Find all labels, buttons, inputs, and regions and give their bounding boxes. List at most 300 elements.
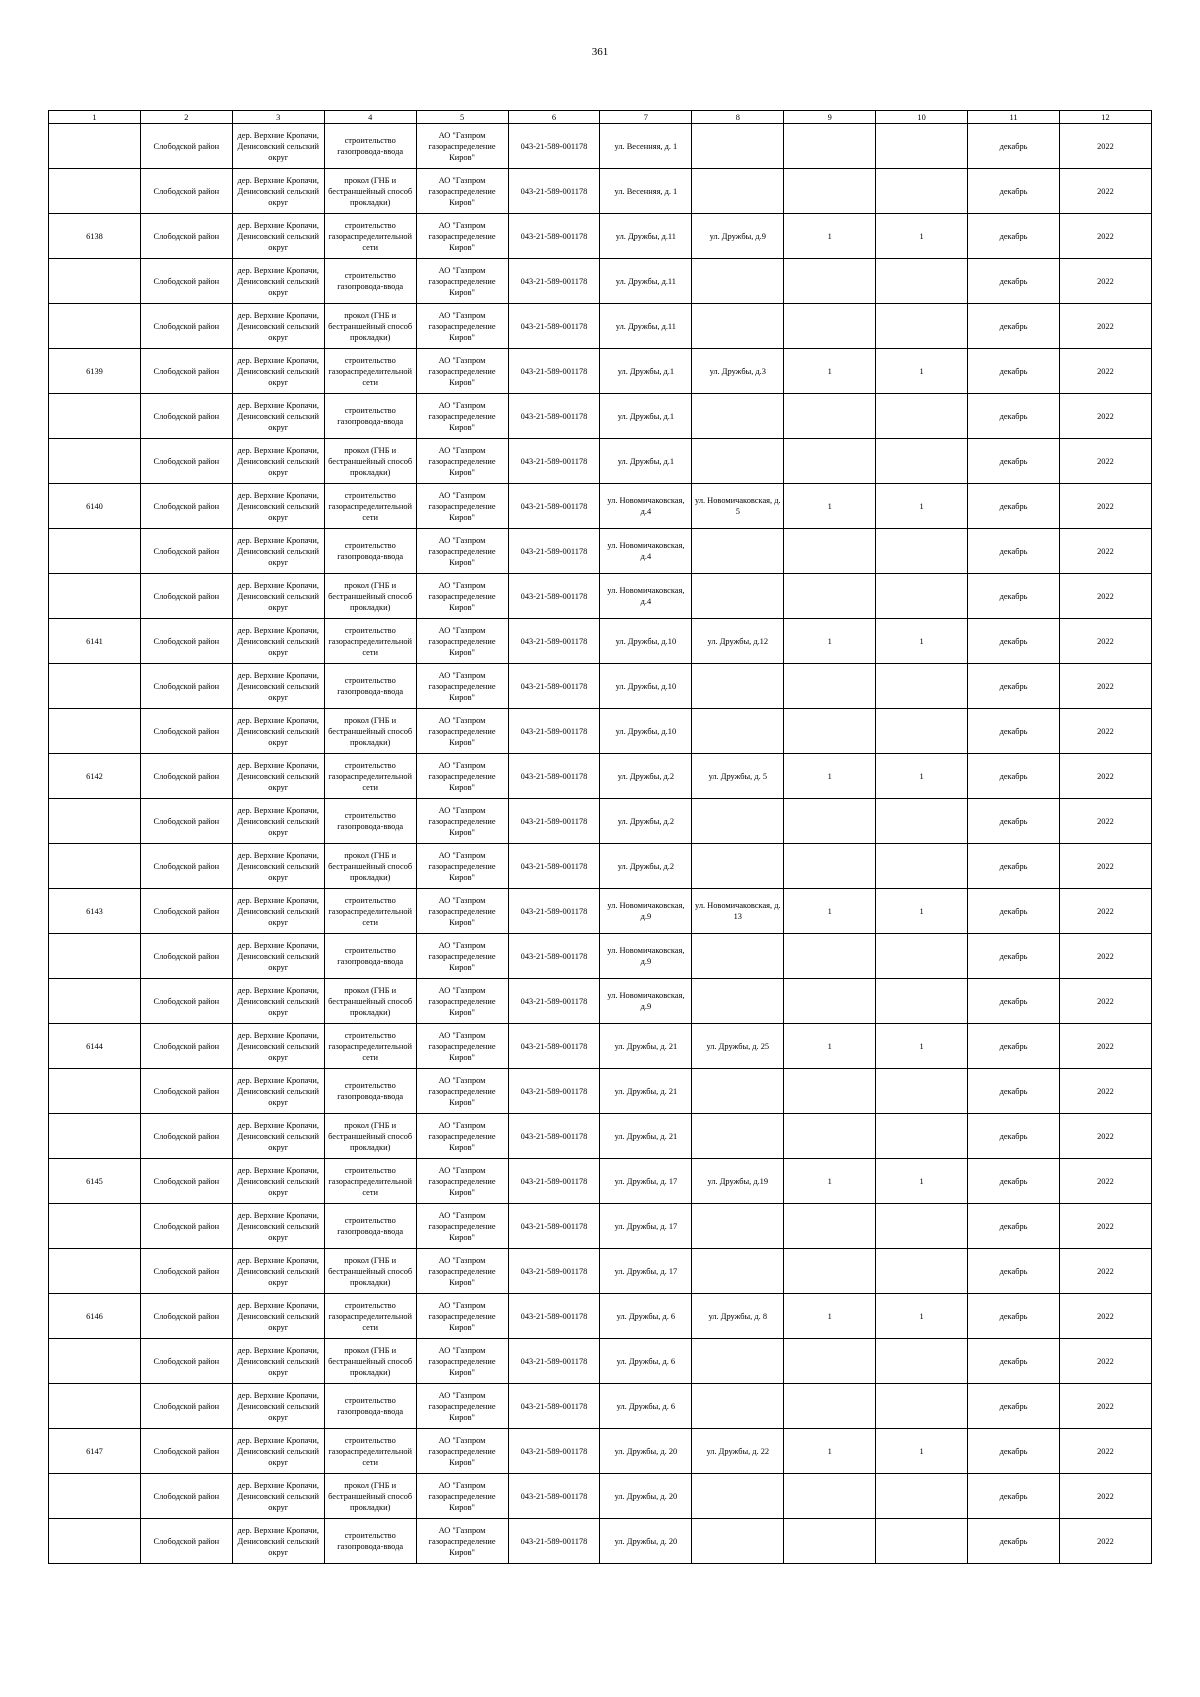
column-header-8: 8 bbox=[692, 111, 784, 124]
item-number-cell bbox=[49, 259, 141, 304]
quantity-1-cell: 1 bbox=[784, 619, 876, 664]
table-row bbox=[49, 169, 1152, 214]
district-cell: Слободской район bbox=[140, 1069, 232, 1114]
quantity-1-cell bbox=[784, 259, 876, 304]
item-number-cell bbox=[49, 1204, 141, 1249]
address-from-cell: ул. Дружбы, д.11 bbox=[600, 259, 692, 304]
item-number-cell bbox=[49, 1114, 141, 1159]
month-cell: декабрь bbox=[968, 1114, 1060, 1159]
work-type-cell: строительство газораспределительной сети bbox=[324, 1024, 416, 1069]
quantity-2-cell: 1 bbox=[876, 1024, 968, 1069]
quantity-1-cell: 1 bbox=[784, 754, 876, 799]
month-cell: декабрь bbox=[968, 394, 1060, 439]
address-from-cell: ул. Новомичаковская, д.4 bbox=[600, 529, 692, 574]
quantity-2-cell: 1 bbox=[876, 214, 968, 259]
table-row bbox=[49, 1519, 1152, 1564]
column-header-11: 11 bbox=[968, 111, 1060, 124]
permit-number-cell: 043-21-589-001178 bbox=[508, 259, 600, 304]
quantity-1-cell bbox=[784, 709, 876, 754]
quantity-2-cell: 1 bbox=[876, 889, 968, 934]
quantity-1-cell bbox=[784, 304, 876, 349]
item-number-cell: 6140 bbox=[49, 484, 141, 529]
quantity-2-cell bbox=[876, 1339, 968, 1384]
settlement-cell: дер. Верхние Кропачи, Денисовский сельский округ bbox=[232, 889, 324, 934]
permit-number-cell: 043-21-589-001178 bbox=[508, 304, 600, 349]
item-number-cell bbox=[49, 979, 141, 1024]
table-body bbox=[49, 124, 1152, 1564]
permit-number-cell: 043-21-589-001178 bbox=[508, 1159, 600, 1204]
item-number-cell: 6141 bbox=[49, 619, 141, 664]
organization-cell: АО "Газпром газораспределение Киров" bbox=[416, 304, 508, 349]
month-cell: декабрь bbox=[968, 1069, 1060, 1114]
table-row bbox=[49, 934, 1152, 979]
settlement-cell: дер. Верхние Кропачи, Денисовский сельский округ bbox=[232, 1339, 324, 1384]
quantity-1-cell: 1 bbox=[784, 1429, 876, 1474]
column-header-4: 4 bbox=[324, 111, 416, 124]
month-cell: декабрь bbox=[968, 304, 1060, 349]
address-from-cell: ул. Весенняя, д. 1 bbox=[600, 124, 692, 169]
address-to-cell bbox=[692, 844, 784, 889]
column-header-3: 3 bbox=[232, 111, 324, 124]
quantity-1-cell bbox=[784, 844, 876, 889]
quantity-1-cell bbox=[784, 394, 876, 439]
permit-number-cell: 043-21-589-001178 bbox=[508, 1429, 600, 1474]
table-row bbox=[49, 1429, 1152, 1474]
month-cell: декабрь bbox=[968, 124, 1060, 169]
district-cell: Слободской район bbox=[140, 304, 232, 349]
quantity-2-cell bbox=[876, 394, 968, 439]
district-cell: Слободской район bbox=[140, 124, 232, 169]
permit-number-cell: 043-21-589-001178 bbox=[508, 1519, 600, 1564]
work-type-cell: прокол (ГНБ и бестраншейный способ прокладки) bbox=[324, 1249, 416, 1294]
quantity-2-cell: 1 bbox=[876, 754, 968, 799]
district-cell: Слободской район bbox=[140, 259, 232, 304]
district-cell: Слободской район bbox=[140, 619, 232, 664]
work-type-cell: прокол (ГНБ и бестраншейный способ прокладки) bbox=[324, 304, 416, 349]
month-cell: декабрь bbox=[968, 1294, 1060, 1339]
item-number-cell: 6144 bbox=[49, 1024, 141, 1069]
settlement-cell: дер. Верхние Кропачи, Денисовский сельский округ bbox=[232, 394, 324, 439]
quantity-1-cell: 1 bbox=[784, 1294, 876, 1339]
organization-cell: АО "Газпром газораспределение Киров" bbox=[416, 664, 508, 709]
year-cell: 2022 bbox=[1059, 1114, 1151, 1159]
work-type-cell: прокол (ГНБ и бестраншейный способ прокладки) bbox=[324, 169, 416, 214]
work-type-cell: строительство газопровода-ввода bbox=[324, 664, 416, 709]
permit-number-cell: 043-21-589-001178 bbox=[508, 619, 600, 664]
year-cell: 2022 bbox=[1059, 1519, 1151, 1564]
organization-cell: АО "Газпром газораспределение Киров" bbox=[416, 1159, 508, 1204]
permit-number-cell: 043-21-589-001178 bbox=[508, 1294, 600, 1339]
month-cell: декабрь bbox=[968, 439, 1060, 484]
settlement-cell: дер. Верхние Кропачи, Денисовский сельский округ bbox=[232, 1114, 324, 1159]
month-cell: декабрь bbox=[968, 754, 1060, 799]
address-to-cell bbox=[692, 1339, 784, 1384]
address-to-cell bbox=[692, 1384, 784, 1429]
permit-number-cell: 043-21-589-001178 bbox=[508, 664, 600, 709]
permit-number-cell: 043-21-589-001178 bbox=[508, 1339, 600, 1384]
table-row bbox=[49, 709, 1152, 754]
address-to-cell bbox=[692, 259, 784, 304]
item-number-cell bbox=[49, 934, 141, 979]
address-to-cell bbox=[692, 574, 784, 619]
quantity-1-cell bbox=[784, 169, 876, 214]
quantity-1-cell: 1 bbox=[784, 1159, 876, 1204]
work-type-cell: прокол (ГНБ и бестраншейный способ прокладки) bbox=[324, 979, 416, 1024]
quantity-2-cell bbox=[876, 304, 968, 349]
quantity-1-cell bbox=[784, 1114, 876, 1159]
month-cell: декабрь bbox=[968, 169, 1060, 214]
address-from-cell: ул. Новомичаковская, д.4 bbox=[600, 484, 692, 529]
month-cell: декабрь bbox=[968, 1519, 1060, 1564]
address-to-cell: ул. Дружбы, д.12 bbox=[692, 619, 784, 664]
permit-number-cell: 043-21-589-001178 bbox=[508, 979, 600, 1024]
quantity-2-cell bbox=[876, 934, 968, 979]
settlement-cell: дер. Верхние Кропачи, Денисовский сельский округ bbox=[232, 1249, 324, 1294]
address-from-cell: ул. Дружбы, д.2 bbox=[600, 754, 692, 799]
organization-cell: АО "Газпром газораспределение Киров" bbox=[416, 1024, 508, 1069]
month-cell: декабрь bbox=[968, 1159, 1060, 1204]
settlement-cell: дер. Верхние Кропачи, Денисовский сельский округ bbox=[232, 124, 324, 169]
table-row bbox=[49, 349, 1152, 394]
table-row bbox=[49, 754, 1152, 799]
table-row bbox=[49, 394, 1152, 439]
address-from-cell: ул. Дружбы, д.10 bbox=[600, 709, 692, 754]
district-cell: Слободской район bbox=[140, 1159, 232, 1204]
address-to-cell bbox=[692, 664, 784, 709]
quantity-2-cell bbox=[876, 124, 968, 169]
address-from-cell: ул. Дружбы, д.1 bbox=[600, 349, 692, 394]
work-type-cell: строительство газопровода-ввода bbox=[324, 1384, 416, 1429]
year-cell: 2022 bbox=[1059, 1384, 1151, 1429]
year-cell: 2022 bbox=[1059, 709, 1151, 754]
quantity-2-cell: 1 bbox=[876, 1294, 968, 1339]
quantity-2-cell bbox=[876, 1204, 968, 1249]
address-to-cell bbox=[692, 529, 784, 574]
address-to-cell bbox=[692, 169, 784, 214]
address-to-cell bbox=[692, 1249, 784, 1294]
table-row bbox=[49, 1294, 1152, 1339]
address-from-cell: ул. Дружбы, д. 20 bbox=[600, 1474, 692, 1519]
month-cell: декабрь bbox=[968, 1249, 1060, 1294]
address-from-cell: ул. Дружбы, д. 21 bbox=[600, 1024, 692, 1069]
address-from-cell: ул. Дружбы, д.1 bbox=[600, 439, 692, 484]
settlement-cell: дер. Верхние Кропачи, Денисовский сельский округ bbox=[232, 1024, 324, 1069]
table-row bbox=[49, 799, 1152, 844]
item-number-cell bbox=[49, 1519, 141, 1564]
district-cell: Слободской район bbox=[140, 394, 232, 439]
month-cell: декабрь bbox=[968, 664, 1060, 709]
quantity-1-cell bbox=[784, 934, 876, 979]
settlement-cell: дер. Верхние Кропачи, Денисовский сельский округ bbox=[232, 664, 324, 709]
settlement-cell: дер. Верхние Кропачи, Денисовский сельский округ bbox=[232, 1519, 324, 1564]
year-cell: 2022 bbox=[1059, 664, 1151, 709]
organization-cell: АО "Газпром газораспределение Киров" bbox=[416, 1339, 508, 1384]
organization-cell: АО "Газпром газораспределение Киров" bbox=[416, 799, 508, 844]
address-to-cell bbox=[692, 304, 784, 349]
column-header-10: 10 bbox=[876, 111, 968, 124]
settlement-cell: дер. Верхние Кропачи, Денисовский сельский округ bbox=[232, 349, 324, 394]
item-number-cell bbox=[49, 529, 141, 574]
work-type-cell: прокол (ГНБ и бестраншейный способ прокладки) bbox=[324, 1474, 416, 1519]
item-number-cell: 6143 bbox=[49, 889, 141, 934]
work-type-cell: строительство газопровода-ввода bbox=[324, 799, 416, 844]
permit-number-cell: 043-21-589-001178 bbox=[508, 124, 600, 169]
item-number-cell bbox=[49, 169, 141, 214]
quantity-1-cell bbox=[784, 1519, 876, 1564]
month-cell: декабрь bbox=[968, 484, 1060, 529]
permit-number-cell: 043-21-589-001178 bbox=[508, 844, 600, 889]
quantity-2-cell bbox=[876, 664, 968, 709]
year-cell: 2022 bbox=[1059, 799, 1151, 844]
item-number-cell bbox=[49, 439, 141, 484]
month-cell: декабрь bbox=[968, 1339, 1060, 1384]
settlement-cell: дер. Верхние Кропачи, Денисовский сельский округ bbox=[232, 214, 324, 259]
address-to-cell bbox=[692, 799, 784, 844]
quantity-1-cell bbox=[784, 1249, 876, 1294]
district-cell: Слободской район bbox=[140, 979, 232, 1024]
month-cell: декабрь bbox=[968, 349, 1060, 394]
permit-number-cell: 043-21-589-001178 bbox=[508, 799, 600, 844]
address-to-cell bbox=[692, 394, 784, 439]
year-cell: 2022 bbox=[1059, 214, 1151, 259]
work-type-cell: строительство газораспределительной сети bbox=[324, 754, 416, 799]
header-row bbox=[49, 111, 1152, 124]
table-row bbox=[49, 124, 1152, 169]
address-from-cell: ул. Весенняя, д. 1 bbox=[600, 169, 692, 214]
address-from-cell: ул. Дружбы, д.11 bbox=[600, 304, 692, 349]
organization-cell: АО "Газпром газораспределение Киров" bbox=[416, 619, 508, 664]
work-type-cell: прокол (ГНБ и бестраншейный способ прокладки) bbox=[324, 709, 416, 754]
item-number-cell bbox=[49, 799, 141, 844]
address-from-cell: ул. Дружбы, д.11 bbox=[600, 214, 692, 259]
organization-cell: АО "Газпром газораспределение Киров" bbox=[416, 259, 508, 304]
column-header-6: 6 bbox=[508, 111, 600, 124]
year-cell: 2022 bbox=[1059, 889, 1151, 934]
settlement-cell: дер. Верхние Кропачи, Денисовский сельский округ bbox=[232, 1069, 324, 1114]
address-to-cell bbox=[692, 979, 784, 1024]
year-cell: 2022 bbox=[1059, 124, 1151, 169]
settlement-cell: дер. Верхние Кропачи, Денисовский сельский округ bbox=[232, 844, 324, 889]
address-to-cell bbox=[692, 709, 784, 754]
address-to-cell bbox=[692, 1204, 784, 1249]
item-number-cell bbox=[49, 574, 141, 619]
district-cell: Слободской район bbox=[140, 169, 232, 214]
address-from-cell: ул. Дружбы, д. 17 bbox=[600, 1204, 692, 1249]
month-cell: декабрь bbox=[968, 529, 1060, 574]
settlement-cell: дер. Верхние Кропачи, Денисовский сельский округ bbox=[232, 1429, 324, 1474]
table-row bbox=[49, 529, 1152, 574]
year-cell: 2022 bbox=[1059, 1159, 1151, 1204]
organization-cell: АО "Газпром газораспределение Киров" bbox=[416, 484, 508, 529]
item-number-cell bbox=[49, 1069, 141, 1114]
quantity-1-cell: 1 bbox=[784, 1024, 876, 1069]
organization-cell: АО "Газпром газораспределение Киров" bbox=[416, 979, 508, 1024]
work-type-cell: строительство газопровода-ввода bbox=[324, 529, 416, 574]
permit-number-cell: 043-21-589-001178 bbox=[508, 439, 600, 484]
month-cell: декабрь bbox=[968, 574, 1060, 619]
table-row bbox=[49, 439, 1152, 484]
address-to-cell: ул. Дружбы, д. 25 bbox=[692, 1024, 784, 1069]
item-number-cell bbox=[49, 394, 141, 439]
permit-number-cell: 043-21-589-001178 bbox=[508, 889, 600, 934]
quantity-1-cell bbox=[784, 799, 876, 844]
settlement-cell: дер. Верхние Кропачи, Денисовский сельский округ bbox=[232, 1474, 324, 1519]
quantity-2-cell bbox=[876, 844, 968, 889]
quantity-2-cell bbox=[876, 259, 968, 304]
year-cell: 2022 bbox=[1059, 1249, 1151, 1294]
item-number-cell bbox=[49, 304, 141, 349]
month-cell: декабрь bbox=[968, 889, 1060, 934]
page-number: 361 bbox=[591, 46, 609, 58]
quantity-2-cell bbox=[876, 574, 968, 619]
table-row bbox=[49, 1159, 1152, 1204]
year-cell: 2022 bbox=[1059, 844, 1151, 889]
address-to-cell: ул. Дружбы, д. 5 bbox=[692, 754, 784, 799]
district-cell: Слободской район bbox=[140, 1024, 232, 1069]
quantity-1-cell bbox=[784, 664, 876, 709]
organization-cell: АО "Газпром газораспределение Киров" bbox=[416, 574, 508, 619]
work-type-cell: строительство газораспределительной сети bbox=[324, 1429, 416, 1474]
column-header-5: 5 bbox=[416, 111, 508, 124]
quantity-2-cell: 1 bbox=[876, 349, 968, 394]
quantity-2-cell bbox=[876, 979, 968, 1024]
quantity-2-cell: 1 bbox=[876, 1159, 968, 1204]
column-header-2: 2 bbox=[140, 111, 232, 124]
organization-cell: АО "Газпром газораспределение Киров" bbox=[416, 844, 508, 889]
address-to-cell: ул. Дружбы, д. 8 bbox=[692, 1294, 784, 1339]
work-type-cell: прокол (ГНБ и бестраншейный способ прокладки) bbox=[324, 1114, 416, 1159]
year-cell: 2022 bbox=[1059, 169, 1151, 214]
item-number-cell: 6145 bbox=[49, 1159, 141, 1204]
address-to-cell: ул. Новомичаковская, д. 13 bbox=[692, 889, 784, 934]
table-row bbox=[49, 484, 1152, 529]
item-number-cell: 6142 bbox=[49, 754, 141, 799]
work-type-cell: строительство газопровода-ввода bbox=[324, 1204, 416, 1249]
district-cell: Слободской район bbox=[140, 754, 232, 799]
address-from-cell: ул. Дружбы, д. 6 bbox=[600, 1339, 692, 1384]
permit-number-cell: 043-21-589-001178 bbox=[508, 1384, 600, 1429]
settlement-cell: дер. Верхние Кропачи, Денисовский сельский округ bbox=[232, 259, 324, 304]
address-to-cell bbox=[692, 1114, 784, 1159]
organization-cell: АО "Газпром газораспределение Киров" bbox=[416, 1204, 508, 1249]
quantity-1-cell: 1 bbox=[784, 214, 876, 259]
address-from-cell: ул. Новомичаковская, д.4 bbox=[600, 574, 692, 619]
address-from-cell: ул. Новомичаковская, д.9 bbox=[600, 934, 692, 979]
address-to-cell bbox=[692, 1519, 784, 1564]
district-cell: Слободской район bbox=[140, 1474, 232, 1519]
work-type-cell: строительство газопровода-ввода bbox=[324, 1069, 416, 1114]
year-cell: 2022 bbox=[1059, 439, 1151, 484]
organization-cell: АО "Газпром газораспределение Киров" bbox=[416, 1069, 508, 1114]
work-type-cell: строительство газораспределительной сети bbox=[324, 1159, 416, 1204]
year-cell: 2022 bbox=[1059, 304, 1151, 349]
settlement-cell: дер. Верхние Кропачи, Денисовский сельский округ bbox=[232, 529, 324, 574]
table-row bbox=[49, 1474, 1152, 1519]
address-to-cell: ул. Дружбы, д.9 bbox=[692, 214, 784, 259]
district-cell: Слободской район bbox=[140, 529, 232, 574]
permit-number-cell: 043-21-589-001178 bbox=[508, 934, 600, 979]
work-type-cell: прокол (ГНБ и бестраншейный способ прокладки) bbox=[324, 844, 416, 889]
quantity-2-cell: 1 bbox=[876, 619, 968, 664]
month-cell: декабрь bbox=[968, 979, 1060, 1024]
address-from-cell: ул. Дружбы, д. 17 bbox=[600, 1159, 692, 1204]
organization-cell: АО "Газпром газораспределение Киров" bbox=[416, 529, 508, 574]
quantity-2-cell bbox=[876, 799, 968, 844]
quantity-2-cell bbox=[876, 1114, 968, 1159]
address-from-cell: ул. Дружбы, д. 6 bbox=[600, 1384, 692, 1429]
table-row bbox=[49, 1114, 1152, 1159]
month-cell: декабрь bbox=[968, 799, 1060, 844]
year-cell: 2022 bbox=[1059, 754, 1151, 799]
settlement-cell: дер. Верхние Кропачи, Денисовский сельский округ bbox=[232, 799, 324, 844]
table-header bbox=[49, 111, 1152, 124]
table-row bbox=[49, 844, 1152, 889]
item-number-cell: 6146 bbox=[49, 1294, 141, 1339]
table-row bbox=[49, 304, 1152, 349]
district-cell: Слободской район bbox=[140, 709, 232, 754]
organization-cell: АО "Газпром газораспределение Киров" bbox=[416, 1429, 508, 1474]
address-from-cell: ул. Дружбы, д.1 bbox=[600, 394, 692, 439]
quantity-2-cell bbox=[876, 1384, 968, 1429]
work-type-cell: строительство газораспределительной сети bbox=[324, 484, 416, 529]
settlement-cell: дер. Верхние Кропачи, Денисовский сельский округ bbox=[232, 1159, 324, 1204]
permit-number-cell: 043-21-589-001178 bbox=[508, 1024, 600, 1069]
permit-number-cell: 043-21-589-001178 bbox=[508, 754, 600, 799]
quantity-1-cell bbox=[784, 529, 876, 574]
settlement-cell: дер. Верхние Кропачи, Денисовский сельский округ bbox=[232, 1204, 324, 1249]
item-number-cell bbox=[49, 1249, 141, 1294]
settlement-cell: дер. Верхние Кропачи, Денисовский сельский округ bbox=[232, 439, 324, 484]
table-row bbox=[49, 1339, 1152, 1384]
table-row bbox=[49, 889, 1152, 934]
district-cell: Слободской район bbox=[140, 214, 232, 259]
permit-number-cell: 043-21-589-001178 bbox=[508, 214, 600, 259]
address-from-cell: ул. Дружбы, д. 17 bbox=[600, 1249, 692, 1294]
organization-cell: АО "Газпром газораспределение Киров" bbox=[416, 349, 508, 394]
work-type-cell: прокол (ГНБ и бестраншейный способ прокладки) bbox=[324, 1339, 416, 1384]
item-number-cell bbox=[49, 124, 141, 169]
district-cell: Слободской район bbox=[140, 349, 232, 394]
district-cell: Слободской район bbox=[140, 1519, 232, 1564]
quantity-2-cell bbox=[876, 529, 968, 574]
organization-cell: АО "Газпром газораспределение Киров" bbox=[416, 1474, 508, 1519]
permit-number-cell: 043-21-589-001178 bbox=[508, 169, 600, 214]
organization-cell: АО "Газпром газораспределение Киров" bbox=[416, 754, 508, 799]
year-cell: 2022 bbox=[1059, 1294, 1151, 1339]
work-type-cell: строительство газопровода-ввода bbox=[324, 394, 416, 439]
quantity-1-cell: 1 bbox=[784, 484, 876, 529]
work-type-cell: прокол (ГНБ и бестраншейный способ прокладки) bbox=[324, 574, 416, 619]
year-cell: 2022 bbox=[1059, 484, 1151, 529]
settlement-cell: дер. Верхние Кропачи, Денисовский сельский округ bbox=[232, 574, 324, 619]
address-from-cell: ул. Новомичаковская, д.9 bbox=[600, 889, 692, 934]
year-cell: 2022 bbox=[1059, 394, 1151, 439]
month-cell: декабрь bbox=[968, 1384, 1060, 1429]
organization-cell: АО "Газпром газораспределение Киров" bbox=[416, 439, 508, 484]
table-row bbox=[49, 619, 1152, 664]
address-to-cell bbox=[692, 934, 784, 979]
permit-number-cell: 043-21-589-001178 bbox=[508, 484, 600, 529]
address-to-cell: ул. Новомичаковская, д. 5 bbox=[692, 484, 784, 529]
district-cell: Слободской район bbox=[140, 574, 232, 619]
work-type-cell: строительство газораспределительной сети bbox=[324, 619, 416, 664]
item-number-cell bbox=[49, 1384, 141, 1429]
work-type-cell: строительство газопровода-ввода bbox=[324, 934, 416, 979]
month-cell: декабрь bbox=[968, 1204, 1060, 1249]
quantity-1-cell bbox=[784, 1339, 876, 1384]
quantity-1-cell bbox=[784, 979, 876, 1024]
settlement-cell: дер. Верхние Кропачи, Денисовский сельский округ bbox=[232, 1384, 324, 1429]
